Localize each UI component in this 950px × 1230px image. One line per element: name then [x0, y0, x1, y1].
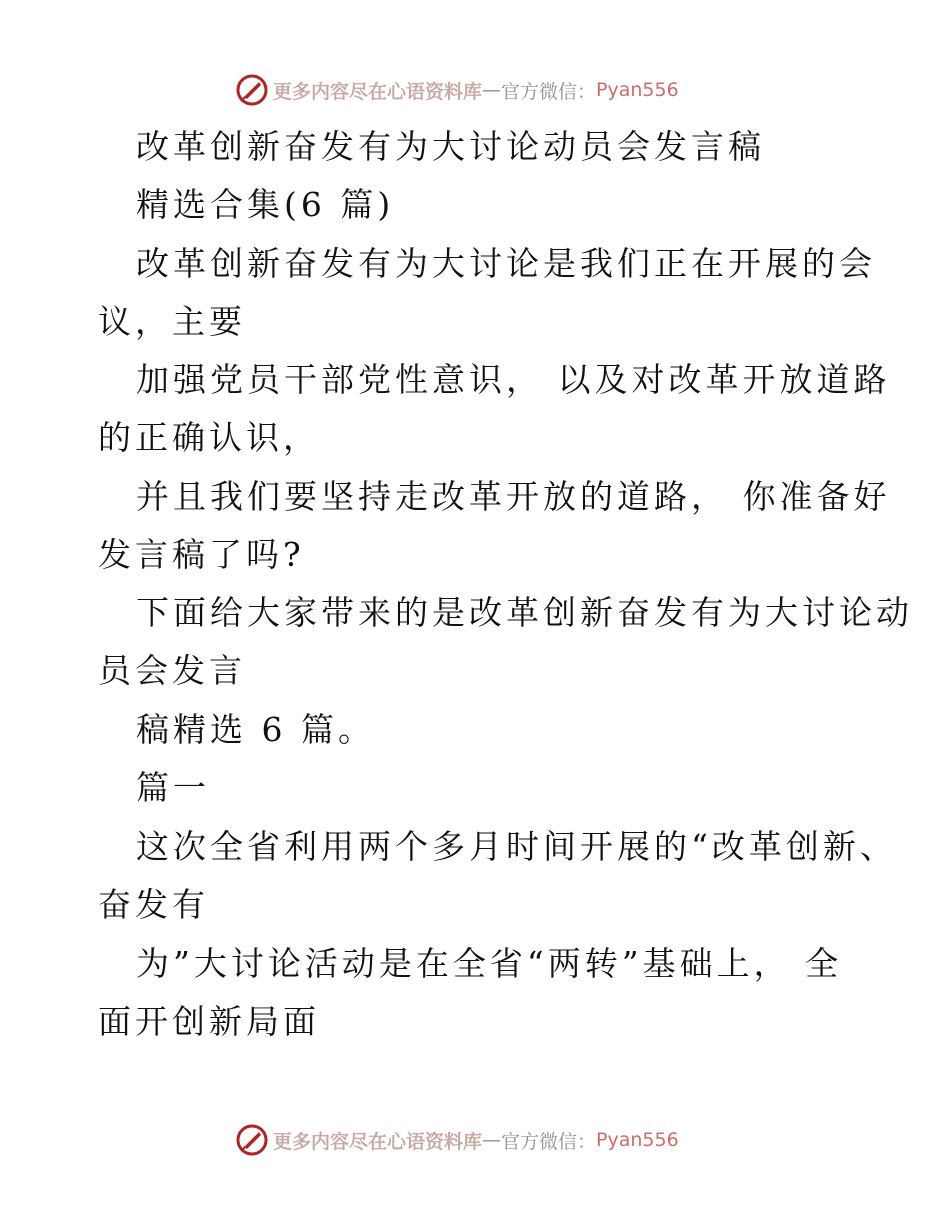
- paragraph-line: 下面给大家带来的是改革创新奋发有为大讨论动: [136, 593, 913, 632]
- document-title: 改革创新奋发有为大讨论动员会发言稿: [136, 127, 765, 166]
- watermark-dash: —: [482, 79, 502, 101]
- document-subtitle: 精选合集(6 篇): [136, 185, 395, 224]
- watermark-wechat-label: 官方微信：: [501, 1130, 597, 1153]
- paragraph-line: 并且我们要坚持走改革开放的道路， 你准备好: [136, 477, 891, 516]
- watermark-dash: —: [482, 1129, 502, 1151]
- watermark-wechat-label: 官方微信：: [501, 80, 597, 103]
- paragraph-line: 发言稿了吗?: [98, 535, 305, 574]
- paragraph-line: 议，主要: [98, 302, 246, 341]
- paragraph-line: 的正确认识，: [98, 418, 320, 457]
- header-watermark: [235, 72, 679, 108]
- paragraph-line: 奋发有: [98, 885, 209, 924]
- quill-logo-icon: [235, 1123, 269, 1157]
- quill-logo-icon: [235, 73, 269, 107]
- paragraph-line: 加强党员干部党性意识， 以及对改革开放道路: [136, 360, 891, 399]
- paragraph-line: 员会发言: [98, 651, 246, 690]
- paragraph-line: 为”大讨论活动是在全省“两转”基础上， 全: [136, 944, 843, 983]
- watermark-wechat-id: Pyan556: [596, 1129, 679, 1151]
- paragraph-line: 面开创新局面: [98, 1002, 320, 1041]
- watermark-text: 更多内容尽在心语资料库: [273, 80, 483, 103]
- paragraph-line: 改革创新奋发有为大讨论是我们正在开展的会: [136, 244, 876, 283]
- paragraph-line: 这次全省利用两个多月时间开展的“改革创新、: [136, 827, 897, 866]
- paragraph-line: 稿精选 6 篇。: [136, 710, 375, 749]
- watermark-text: 更多内容尽在心语资料库: [273, 1130, 483, 1153]
- watermark-wechat-id: Pyan556: [596, 79, 679, 101]
- footer-watermark: [235, 1122, 679, 1158]
- section-heading: 篇一: [136, 768, 210, 807]
